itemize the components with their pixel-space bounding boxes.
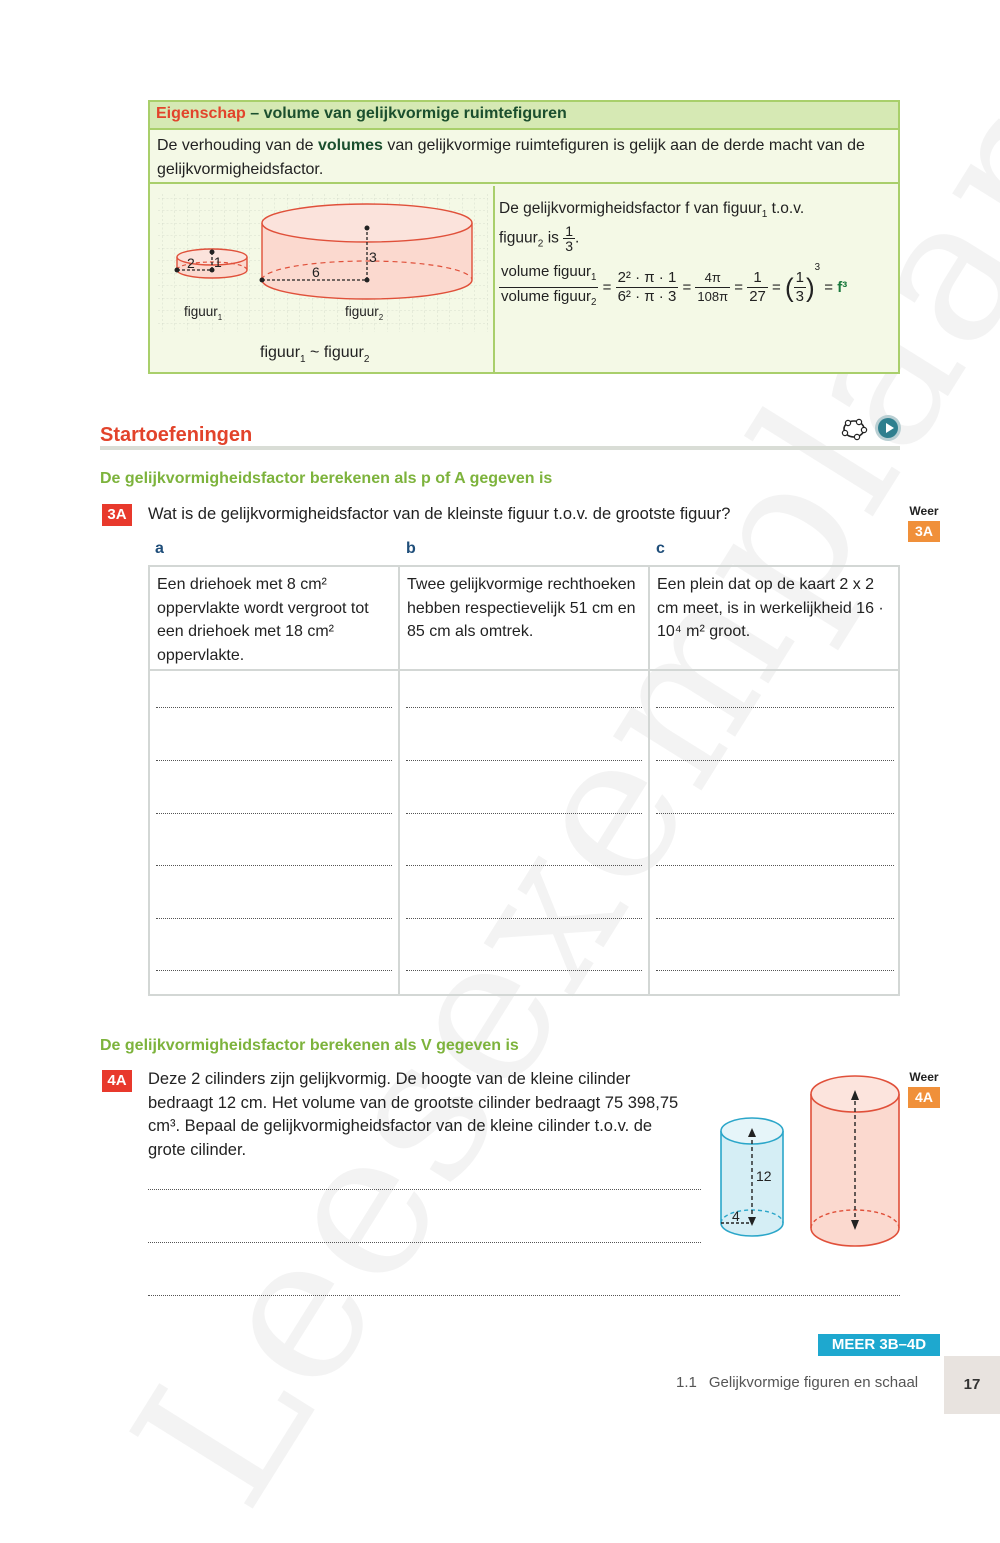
play-video-icon[interactable] [875,415,901,441]
small-cylinder [721,1118,783,1236]
explanation-text: is [543,229,564,247]
answer-line[interactable] [156,865,392,866]
chapter-title: Gelijkvormige figuren en schaal [708,1374,919,1391]
explanation-text: t.o.v. [767,200,805,217]
exponent: 3 [814,261,821,273]
small-radius-label: 4 [732,1208,740,1224]
weer-4a-button[interactable]: 4A [908,1087,940,1108]
answer-line[interactable] [148,1189,701,1190]
answer-line[interactable] [406,760,642,761]
section-divider [100,446,900,450]
property-statement [150,130,898,184]
factor-fraction [563,224,575,253]
figure2-label: figuur$_2$ [345,304,384,322]
cylinder-figure [150,186,495,372]
chapter-number: 1.1 [676,1374,697,1391]
similarity-caption: figuur$_1$ ~ figuur$_2$ [260,344,370,365]
exercise-4a-badge: 4A [102,1070,132,1092]
volume-ratio [499,263,598,312]
fig2-height-label: 3 [369,249,377,265]
formula-step-2 [695,269,730,306]
column-letter-b: b [406,540,416,557]
section-title: Startoefeningen [100,424,253,446]
denominator: 3 [565,238,573,255]
numerator: 4π [695,269,730,288]
column-letter-a: a [155,540,164,557]
answer-line[interactable] [656,970,894,971]
subscript: 2 [537,238,544,250]
property-label: Eigenschap [156,105,246,122]
question-b: Twee gelijkvormige rechthoeken hebben respectievelijk 51 cm en 85 cm als omtrek. [400,567,648,671]
exercise-3a-question: Wat is de gelijkvormigheidsfactor van de kleinste figuur t.o.v. de grootste figuur? [148,505,731,523]
statement-part: De verhouding van de [157,137,318,154]
statement-part: van gelijkvormige ruimtefiguren is gelijk aan de derde macht van de gelijkvormigheidsfactor. [157,137,865,178]
answer-line[interactable] [406,918,642,919]
answer-line[interactable] [148,1242,701,1243]
weer-4a [908,1070,940,1108]
answer-line[interactable] [156,707,392,708]
answer-line[interactable] [148,1295,900,1296]
denominator: 108π [697,289,729,305]
property-header [150,102,898,130]
exercise-3-subtitle: De gelijkvormigheidsfactor berekenen als p of A gegeven is [100,470,553,487]
formula-step-3 [747,269,768,306]
formula-step-1 [616,269,679,306]
cylinders-diagram [705,1060,905,1260]
answer-line[interactable] [156,970,392,971]
formula-result: f³ [837,278,848,296]
exercise-3a-badge: 3A [102,504,132,526]
answer-line[interactable] [656,865,894,866]
property-explanation [495,186,898,372]
explanation-line-2: figuur$_2$ is $\frac{1}{3}$ . [499,223,580,255]
answer-line[interactable] [656,707,894,708]
question-c: Een plein dat op de kaart 2 x 2 cm meet, is in werkelijkheid 16 · 10⁴ m² groot. [650,567,900,671]
column-a [150,567,400,994]
column-b [400,567,650,994]
small-cylinder [175,249,248,278]
weer-3a [908,504,940,542]
weer-label: Weer [909,504,939,518]
fig2-radius-label: 6 [312,264,320,280]
denominator: 3 [795,288,804,306]
question-a: Een driehoek met 8 cm² oppervlakte wordt vergroot tot een driehoek met 18 cm² oppervlakte. [150,567,398,671]
weer-label: Weer [909,1070,939,1084]
explanation-text: De gelijkvormigheidsfactor f van figuur [499,200,762,217]
answer-line[interactable] [406,865,642,866]
answer-line[interactable] [656,813,894,814]
explanation-text: figuur [499,229,538,247]
numerator: 1 [747,269,768,288]
geogebra-icon[interactable] [840,416,868,442]
page-number: 17 [944,1356,1000,1414]
column-letter-c: c [656,540,665,557]
statement-bold: volumes [318,137,383,154]
answer-line[interactable] [656,918,894,919]
footer-chapter [676,1374,918,1391]
answer-line[interactable] [406,813,642,814]
exercise-3a-table [148,565,900,996]
numerator: 1 [795,269,804,287]
column-c [650,567,900,994]
answer-line[interactable] [406,970,642,971]
fig1-height-label: 1 [214,254,222,270]
denominator: 6² · π · 3 [617,288,677,306]
numerator: 1 [565,223,573,240]
answer-line[interactable] [156,918,392,919]
fig1-radius-label: 2 [187,255,195,271]
meer-exercises-button[interactable]: MEER 3B–4D [818,1334,940,1356]
small-height-label: 12 [756,1168,772,1184]
numerator: volume figuur$_1$ [499,263,598,288]
answer-line[interactable] [656,760,894,761]
volume-ratio-formula: $\frac{volume figuur_1}{volume figuur_2}$ = $\frac{\text{2² · π · 1}}{\text{6² · π · 3}}$ = $\frac{4\pi}{108\pi}$ = $\frac{1}{27}$ = ( $\frac{1}{3}$ )$^3$ = f³ [499,262,898,313]
explanation-line-1 [499,198,898,226]
subscript: 1 [761,209,768,221]
denominator: 27 [749,288,766,306]
similar-cylinders-diagram [150,186,491,372]
property-title: – volume van gelijkvormige ruimtefiguren [250,105,567,122]
property-box [148,100,900,374]
answer-line[interactable] [156,760,392,761]
weer-3a-button[interactable]: 3A [908,521,940,542]
exercise-4a-question: Deze 2 cilinders zijn gelijkvormig. De hoogte van de kleine cilinder bedraagt 12 cm. Het volume van de grootste cilinder bedraagt 75 398,75 cm³. Bepaal de gelijkvormigheidsfactor van de kleine cilinder t.o.v. de grote cilinder. [148,1070,679,1159]
answer-line[interactable] [406,707,642,708]
denominator: volume figuur$_2$ [501,288,597,309]
answer-line[interactable] [156,813,392,814]
large-cylinder [260,204,473,299]
figure1-label: figuur$_1$ [184,304,223,322]
formula-step-4 [794,269,806,306]
exercise-4-subtitle: De gelijkvormigheidsfactor berekenen als V gegeven is [100,1037,519,1054]
large-cylinder [811,1076,899,1246]
numerator: 2² · π · 1 [617,269,677,287]
